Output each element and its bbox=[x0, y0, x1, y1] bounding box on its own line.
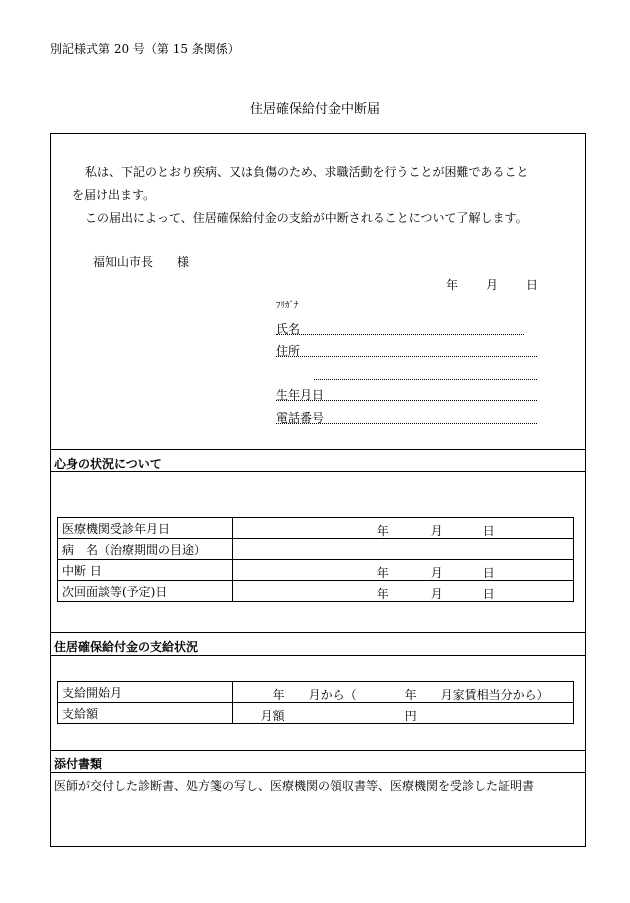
date-day-label: 日 bbox=[526, 278, 539, 292]
intro-line-1: 私は、下記のとおり疾病、又は負傷のため、求職活動を行うことが困難であること bbox=[85, 165, 529, 179]
form-frame bbox=[50, 133, 586, 847]
birthdate-field[interactable] bbox=[276, 400, 537, 401]
payment-section-heading: 住居確保給付金の支給状況 bbox=[54, 640, 199, 654]
furigana-label: ﾌﾘｶﾞﾅ bbox=[276, 301, 299, 311]
payment-start-field[interactable] bbox=[232, 682, 573, 703]
divider bbox=[50, 750, 586, 751]
yen-unit: 円 bbox=[404, 709, 417, 723]
divider bbox=[50, 632, 586, 633]
year-label: 年 bbox=[376, 524, 389, 538]
next-interview-date-field[interactable] bbox=[232, 581, 573, 602]
date-month-label: 月 bbox=[486, 278, 499, 292]
address-label: 住所 bbox=[276, 344, 301, 358]
table-row bbox=[58, 560, 574, 581]
date-year-label: 年 bbox=[446, 278, 459, 292]
year-label: 年 bbox=[376, 587, 389, 601]
attachments-description: 医師が交付した診断書、処方箋の写し、医療機関の領収書等、医療機関を受診した証明書 bbox=[54, 779, 535, 793]
year-label: 年 bbox=[376, 566, 389, 580]
month-label: 月 bbox=[430, 566, 443, 580]
table-label-cell: 医療機関受診年月日 bbox=[58, 518, 233, 539]
phone-label: 電話番号 bbox=[276, 411, 325, 425]
table-row bbox=[58, 682, 574, 703]
name-label: 氏名 bbox=[276, 322, 301, 336]
phone-field[interactable] bbox=[276, 423, 537, 424]
table-label-cell: 支給額 bbox=[58, 703, 233, 724]
month-label: 月 bbox=[430, 524, 443, 538]
name-field[interactable] bbox=[276, 334, 524, 335]
divider bbox=[50, 655, 586, 656]
month-label: 月 bbox=[430, 587, 443, 601]
attachments-section-heading: 添付書類 bbox=[54, 757, 103, 771]
table-label-cell: 支給開始月 bbox=[58, 682, 233, 703]
intro-line-3: この届出によって、住居確保給付金の支給が中断されることについて了解します。 bbox=[85, 211, 528, 225]
day-label: 日 bbox=[482, 587, 495, 601]
table-label-cell: 病 名（治療期間の目途） bbox=[58, 539, 233, 560]
health-table bbox=[57, 517, 574, 602]
day-label: 日 bbox=[482, 566, 495, 580]
addressee: 福知山市長 様 bbox=[93, 255, 190, 269]
birthdate-label: 生年月日 bbox=[276, 388, 325, 402]
intro-line-2: を届け出ます。 bbox=[72, 188, 156, 202]
address-field-line-2[interactable] bbox=[314, 379, 537, 380]
payment-table bbox=[57, 681, 574, 724]
document-title: 住居確保給付金中断届 bbox=[249, 102, 380, 117]
divider bbox=[50, 772, 586, 773]
day-label: 日 bbox=[482, 524, 495, 538]
health-section-heading: 心身の状況について bbox=[54, 457, 162, 471]
table-row bbox=[58, 581, 574, 602]
table-row bbox=[58, 518, 574, 539]
address-field[interactable] bbox=[276, 356, 537, 357]
table-label-cell: 次回面談等(予定)日 bbox=[58, 581, 233, 602]
payment-start-text: 年 月から（ 年 月家賃相当分から） bbox=[272, 688, 549, 702]
consultation-date-field[interactable] bbox=[232, 518, 573, 539]
suspension-date-field[interactable] bbox=[232, 560, 573, 581]
table-row bbox=[58, 703, 574, 724]
diagnosis-field[interactable] bbox=[232, 539, 573, 560]
divider bbox=[50, 449, 586, 450]
table-label-cell: 中断 日 bbox=[58, 560, 233, 581]
divider bbox=[50, 471, 586, 472]
form-reference: 別記様式第 20 号（第 15 条関係） bbox=[50, 42, 240, 56]
table-row bbox=[58, 539, 574, 560]
monthly-label: 月額 bbox=[260, 709, 285, 723]
payment-amount-field[interactable] bbox=[232, 703, 573, 724]
